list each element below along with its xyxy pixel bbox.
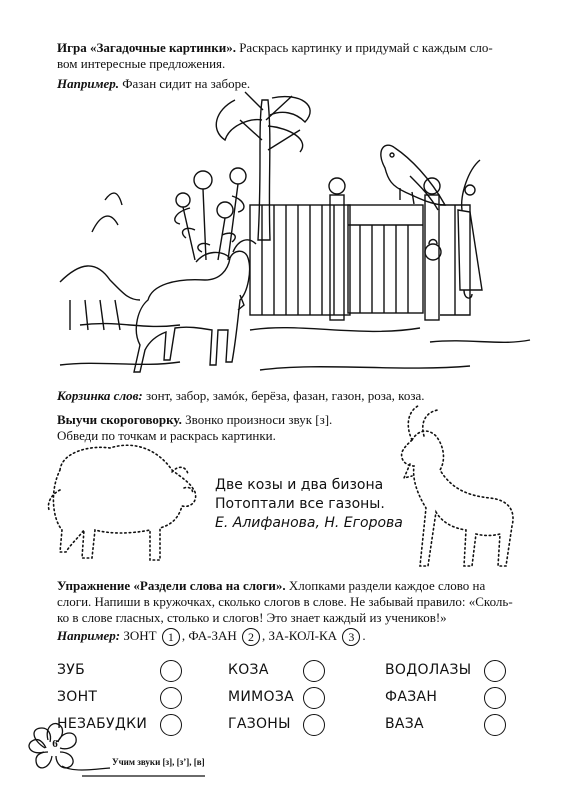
exercise-text-3: ко в слове гласных, столько и слогов! Это знает каждый из учеников!»: [57, 610, 447, 625]
game-instruction: Раскрась картинку и придумай с каждым сло-: [239, 40, 493, 55]
word-nezabudki: НЕЗАБУДКИ: [57, 716, 148, 732]
exercise-text-1: Хлопками раздели каждое слово на: [288, 578, 486, 593]
word-fazan: ФАЗАН: [385, 689, 438, 705]
example-count-1: 1: [162, 628, 180, 646]
poem-line-1: Две козы и два бизона: [215, 477, 384, 493]
word-gazony: ГАЗОНЫ: [228, 716, 291, 732]
tongue-twister-heading: Выучи скороговорку.: [57, 412, 182, 427]
exercise-title: Упражнение «Раздели слова на слоги».: [57, 578, 286, 593]
exercise-example-label: Например:: [57, 628, 121, 643]
poem-authors: Е. Алифанова, Н. Егорова: [215, 515, 403, 531]
example-word-3: ЗА-КОЛ-КА: [268, 628, 338, 643]
word-basket-words: зонт, забор, замóк, берёза, фазан, газон, роза, коза.: [146, 388, 425, 403]
poem-line-2: Потоптали все газоны.: [215, 496, 385, 512]
example-count-3: 3: [342, 628, 360, 646]
exercise-text-2: слоги. Напиши в кружочках, сколько слогов в слове. Не забывай правило: «Сколь-: [57, 594, 513, 609]
game-example-label: Например.: [57, 76, 119, 91]
section-title: Учим звуки [з], [з’], [в]: [112, 757, 205, 767]
word-vodolazy: ВОДОЛАЗЫ: [385, 662, 472, 678]
page-number: 6: [52, 738, 58, 750]
word-basket-label: Корзинка слов:: [57, 388, 143, 403]
example-word-2: ФА-ЗАН: [188, 628, 237, 643]
word-mimoza: МИМОЗА: [228, 689, 295, 705]
exercise-example: Например: ЗОНТ 1 , ФА-ЗАН 2 , ЗА-КОЛ-КА 3 .: [57, 628, 366, 645]
example-word-1: ЗОНТ: [123, 628, 157, 643]
game-instruction-cont: вом интересные предложения.: [57, 56, 226, 71]
word-zont: ЗОНТ: [57, 689, 98, 705]
word-vaza: ВАЗА: [385, 716, 424, 732]
word-koza: КОЗА: [228, 662, 269, 678]
word-zub: ЗУБ: [57, 662, 86, 678]
trace-instruction: Обведи по точкам и раскрась картинки.: [57, 428, 276, 443]
game-title: Игра «Загадочные картинки».: [57, 40, 236, 55]
game-example-text: Фазан сидит на заборе.: [122, 76, 251, 91]
tongue-twister-instruction: Звонко произноси звук [з].: [185, 412, 333, 427]
example-count-2: 2: [242, 628, 260, 646]
